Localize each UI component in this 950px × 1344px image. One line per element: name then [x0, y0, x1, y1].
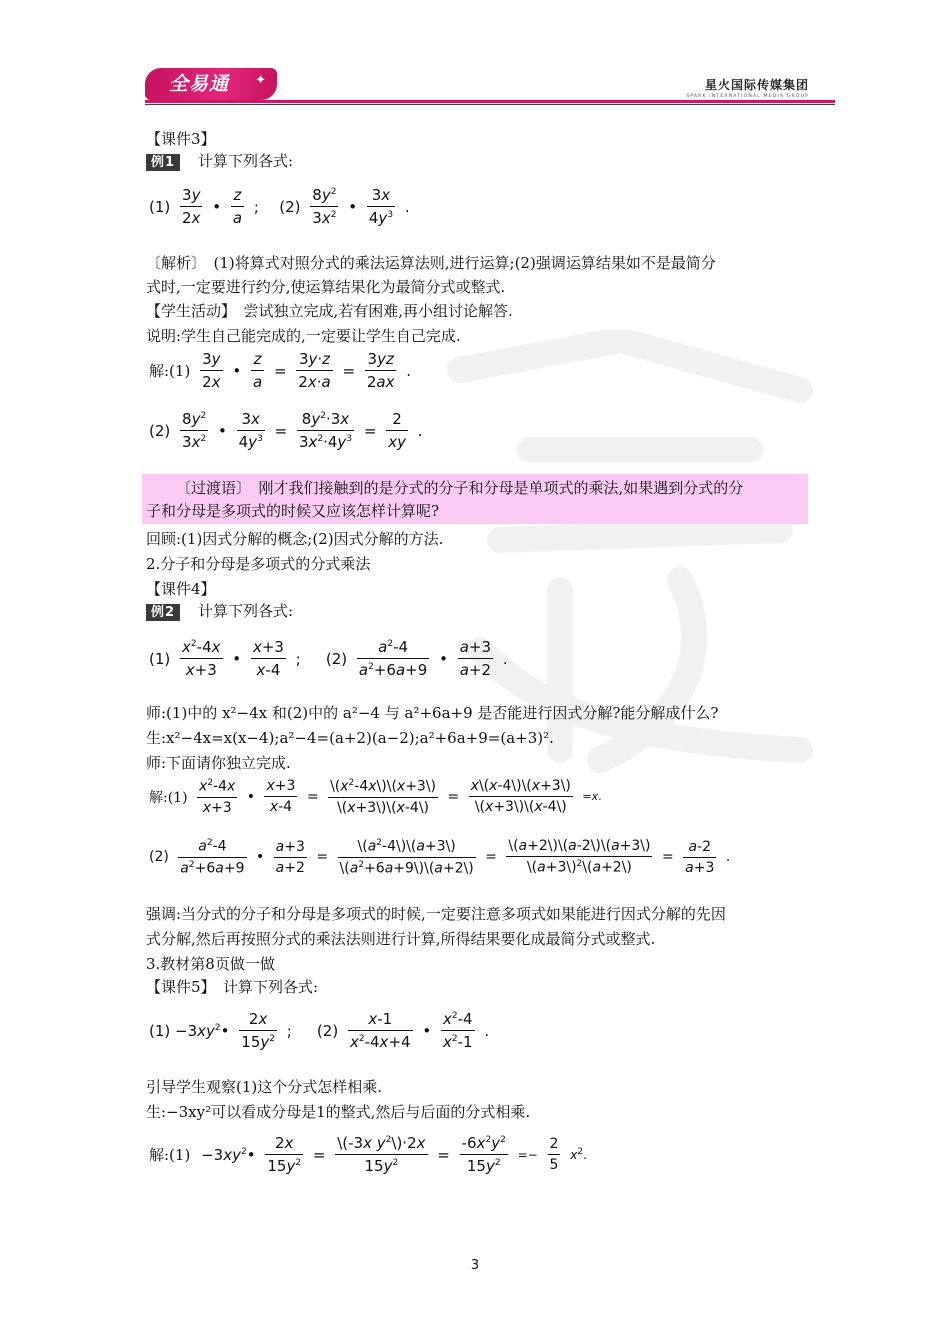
analysis-line-1: 〔解析〕 (1)将算式对照分式的乘法运算法则,进行运算;(2)强调运算结果如不是最简分	[146, 254, 716, 272]
transition-line-2: 子和分母是多项式的时候又应该怎样计算呢?	[146, 502, 440, 520]
courseware-3-label: 【课件3】	[146, 130, 216, 148]
fraction: $\frac{3x}{4y^3}$	[368, 186, 394, 227]
review: 回顾:(1)因式分解的概念;(2)因式分解的方法.	[146, 530, 444, 548]
fraction: $\frac{z}{a}$	[232, 186, 243, 227]
solution-2-label: (2)	[149, 421, 171, 440]
example-1-tag: 例1	[146, 154, 180, 171]
emphasis-line-1: 强调:当分式的分子和分母是多项式的时候,一定要注意多项式如果能进行因式分解的先因	[146, 905, 726, 923]
transition-line-1: 〔过渡语〕 刚才我们接触到的是分式的分子和分母是单项式的乘法,如果遇到分式的分	[176, 479, 744, 497]
teacher-question: 师:(1)中的 x²−4x 和(2)中的 a²−4 与 a²+6a+9 是否能进行因式分解?能分解成什么?	[146, 704, 719, 722]
solution-2: (2) $\frac{8y^2}{3x^2}$ • $\frac{3x}{4y^3}$ = $\frac{8y^2\cdot 3x}{3x^2\cdot 4y^3}$ = $\frac{2}{xy}$ .	[149, 410, 423, 451]
header-rule-dark	[145, 104, 835, 105]
emphasis-line-2: 式分解,然后再按照分式的乘法法则进行计算,所得结果要化成最简分式或整式.	[146, 930, 656, 948]
solution-label: 解:(1)	[149, 362, 191, 380]
solution-3-label: 解:(1)	[149, 1146, 191, 1164]
example-2-tag: 例2	[146, 604, 180, 621]
fraction: $\frac{8y^2}{3x^2}$	[312, 186, 337, 227]
header-rule-pink	[145, 100, 835, 103]
publisher-name: 星火国际传媒集团	[704, 78, 809, 92]
fraction: $\frac{3y}{2x}$	[182, 186, 201, 227]
courseware-5-label: 【课件5】 计算下列各式:	[146, 978, 319, 996]
example-1-prompt: 计算下列各式:	[198, 152, 294, 170]
example-1-row	[146, 150, 293, 172]
solution-1: 解:(1) $\frac{3y}{2x}$ • $\frac{z}{a}$ = $\frac{3y\cdot z}{2x\cdot a}$ = $\frac{3yz}{2ax}$ .	[149, 350, 412, 391]
courseware-4-label: 【课件4】	[146, 580, 216, 598]
student-explanation: 生:−3xy²可以看成分母是1的整式,然后与后面的分式相乘.	[146, 1103, 531, 1121]
section-heading-3: 3.教材第8页做一做	[146, 955, 275, 973]
example-2-solution-1: 解:(1) $\frac{x^2-4x}{x+3}$ • $\frac{x+3}{x-4}$ = $\frac{\backslash(x^2-4x\backslash)\backslash(x+3\backslash)}{\backslash(x+3\backslash)\backslash(x-4\backslash)}$ = $\frac{x\backslash(x-4\backslash)\backslash(x+3\backslash)}{\backslash(x+3\backslash)\backslash(x-4\backslash)}$ =x.	[149, 778, 602, 816]
example-1-expressions: (1) $\frac{3y}{2x}$ • $\frac{z}{a}$ ; (2) $\frac{8y^2}{3x^2}$ • $\frac{3x}{4y^3}$ .	[149, 186, 410, 227]
analysis-line-2: 式时,一定要进行约分,使运算结果化为最简分式或整式.	[146, 278, 506, 296]
explanation: 说明:学生自己能完成的,一定要让学生自己完成.	[146, 327, 461, 345]
teacher-instruction: 师:下面请你独立完成.	[146, 754, 291, 772]
expr-2-label: (2)	[279, 197, 301, 216]
publisher-name-en: SPARK INTERNATIONAL MEDIA GROUP	[686, 94, 809, 99]
publisher-brand	[686, 76, 809, 99]
brand-logo: 全易通 ✦	[145, 68, 277, 100]
example-2-expressions: (1) $\frac{x^2-4x}{x+3}$ • $\frac{x+3}{x-4}$ ; (2) $\frac{a^2-4}{a^2+6a+9}$ • $\frac{a+3}{a+2}$ .	[149, 638, 508, 679]
example-2-solution-2: (2) $\frac{a^2-4}{a^2+6a+9}$ • $\frac{a+3}{a+2}$ = $\frac{\backslash(a^2-4\backslash)\backslash(a+3\backslash)}{\backslash(a^2+6a+9\backslash)\backslash(a+2\backslash)}$ = $\frac{\backslash(a+2\backslash)\backslash(a-2\backslash)\backslash(a+3\backslash)}{\backslash(a+3\backslash)^2\backslash(a+2\backslash)}$ = $\frac{a-2}{a+3}$ .	[149, 838, 731, 877]
courseware-5-expressions: $(1) -3xy^2•$ $\frac{2x}{15y^2}$ ; (2) $\frac{x-1}{x^2-4x+4}$ • $\frac{x^2-4}{x^2-1}$ .	[149, 1010, 490, 1051]
expr-1-label: (1)	[149, 197, 171, 216]
sparkle-icon: ✦	[255, 73, 267, 88]
guide-observation: 引导学生观察(1)这个分式怎样相乘.	[146, 1078, 383, 1096]
section-heading-2: 2.分子和分母是多项式的分式乘法	[146, 555, 371, 573]
student-answer: 生:x²−4x=x(x−4);a²−4=(a+2)(a−2);a²+6a+9=(a+3)².	[146, 729, 554, 747]
example-2-prompt: 计算下列各式:	[198, 602, 294, 620]
courseware-5-solution: 解:(1) $-3xy^2•$ $\frac{2x}{15y^2}$ = $\frac{\backslash(-3x y^2\backslash)\cdot 2x}{15y^2}$ = $\frac{-6x^2y^2}{15y^2}$ =− $\frac{2}{5}$ $x^2$.	[149, 1134, 587, 1175]
example-2-row	[146, 600, 293, 622]
page-number: 3	[470, 1258, 480, 1273]
student-activity: 【学生活动】 尝试独立完成,若有困难,再小组讨论解答.	[146, 302, 513, 320]
